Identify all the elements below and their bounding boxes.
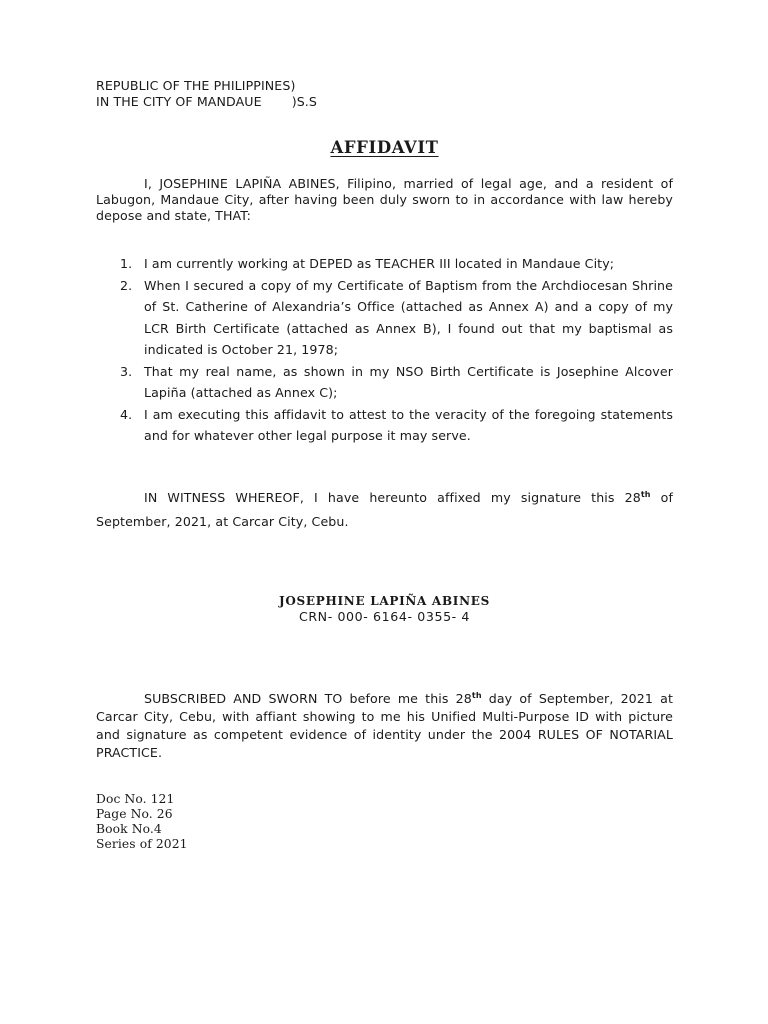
doc-number: Doc No. 121: [96, 791, 175, 806]
jurat-text-before: SUBSCRIBED AND SWORN TO before me this 28: [144, 690, 472, 706]
book-number: Book No.4: [96, 821, 162, 836]
witness-ordinal: th: [640, 489, 651, 499]
caption-city: IN THE CITY OF MANDAUE: [96, 94, 262, 109]
page-number: Page No. 26: [96, 806, 173, 821]
jurat-text-after: day of September, 2021 at Carcar City, Cebu, with affiant showing to me his Unified Multi-Purpose ID with picture and signature as competent evidence of identity under the 2004 RULES OF NOTARIAL PRACTICE.: [96, 690, 674, 760]
statement-item: [120, 275, 673, 361]
caption-country: REPUBLIC OF THE PHILIPPINES): [96, 78, 296, 93]
statement-number: 2.: [120, 277, 133, 293]
witness-text-after: of September, 2021, at Carcar City, Cebu.: [96, 489, 673, 529]
affidavit-page: [96, 78, 673, 852]
witness-paragraph: [96, 486, 673, 534]
intro-paragraph: I, JOSEPHINE LAPIÑA ABINES, Filipino, married of legal age, and a resident of Labugon, Mandaue City, after having been duly sworn to in accordance with law hereby depose and state, THAT:: [96, 176, 673, 223]
statement-item: [120, 253, 673, 275]
notarial-register: [96, 792, 673, 853]
statement-number: 3.: [120, 363, 133, 379]
statement-text: I am currently working at DEPED as TEACHER III located in Mandaue City;: [144, 256, 615, 271]
witness-text-before: IN WITNESS WHEREOF, I have hereunto affixed my signature this 28: [144, 489, 641, 505]
jurat-paragraph: [96, 690, 673, 762]
jurat-ordinal: th: [471, 690, 482, 700]
affiant-crn: CRN- 000- 6164- 0355- 4: [298, 608, 471, 624]
series-year: Series of 2021: [96, 837, 188, 852]
document-title: AFFIDAVIT: [330, 138, 439, 157]
statement-text: I am executing this affidavit to attest to the veracity of the foregoing statements and for whatever other legal purpose it may serve.: [144, 406, 673, 443]
statement-number: 4.: [120, 406, 133, 422]
statements-list: [96, 253, 673, 447]
caption-city-line: [96, 94, 673, 110]
signature-block: [96, 594, 673, 624]
statement-item: [120, 404, 673, 447]
statement-number: 1.: [120, 256, 133, 271]
statement-item: [120, 361, 673, 404]
affiant-name: JOSEPHINE LAPIÑA ABINES: [278, 593, 490, 608]
venue-caption: [96, 78, 673, 110]
statement-text: When I secured a copy of my Certificate of Baptism from the Archdiocesan Shrine of St. Catherine of Alexandria’s Office (attached as Annex A) and a copy of my LCR Birth Certificate (attached as Annex B), I found out that my baptismal as indicated is October 21, 1978;: [144, 277, 673, 357]
statement-text: That my real name, as shown in my NSO Birth Certificate is Josephine Alcover Lapiña (attached as Annex C);: [144, 363, 673, 400]
caption-ss: )S.S: [291, 94, 317, 109]
